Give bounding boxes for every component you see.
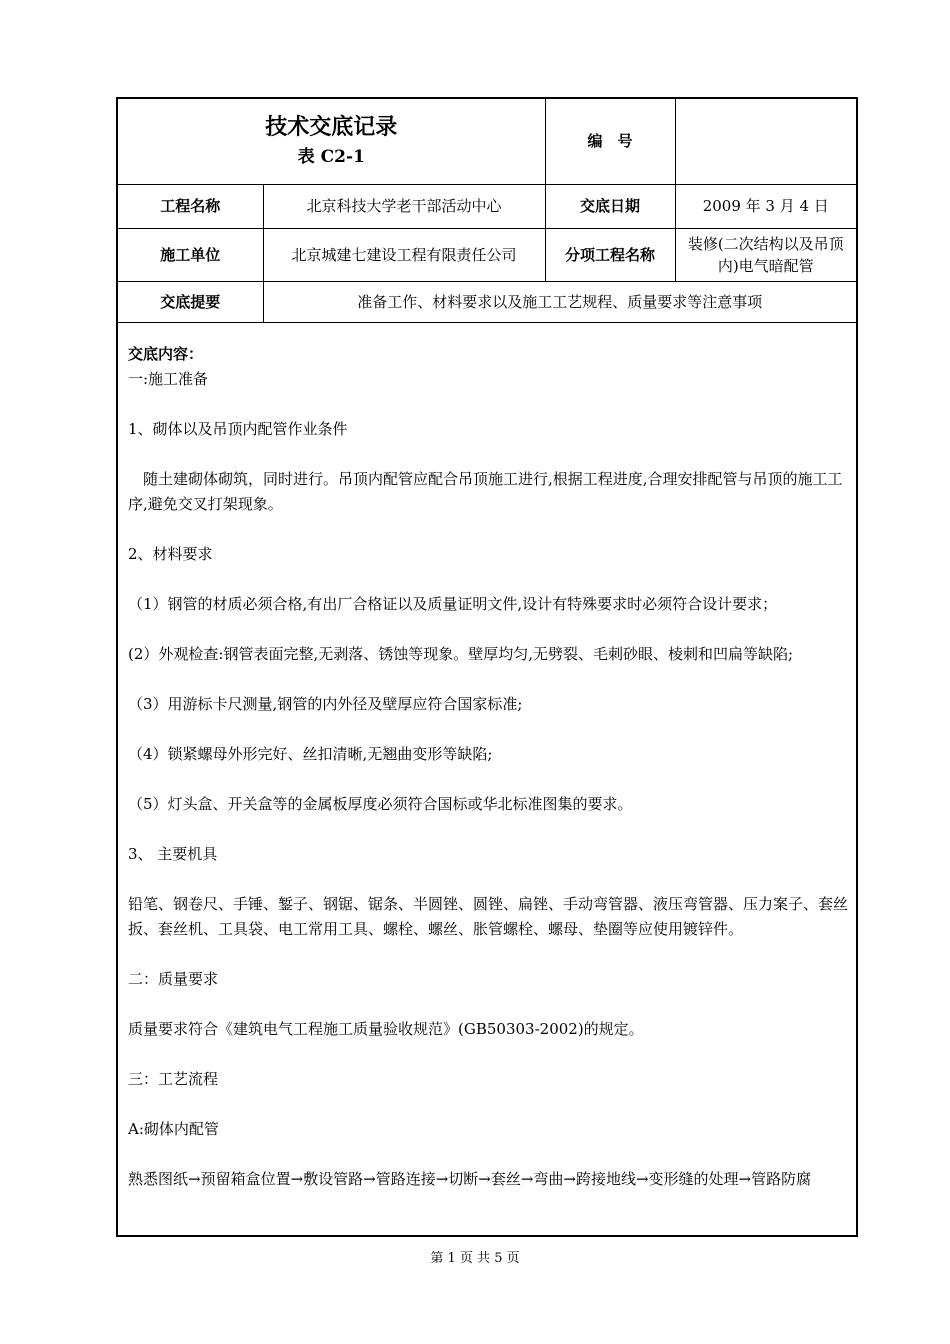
content-line: 铅笔、钢卷尺、手锤、錾子、钢锯、锯条、半圆锉、圆锉、扁锉、手动弯管器、液压弯管器、压力案子、套丝扳、套丝机、工具袋、电工常用工具、螺栓、螺丝、胀管螺栓、螺母、垫圈等应使用镀锌件。: [128, 895, 849, 938]
date-value: 2009 年 3 月 4 日: [675, 184, 856, 228]
content-line: （1）钢管的材质必须合格,有出厂合格证以及质量证明文件,设计有特殊要求时必须符合设计要求；: [128, 595, 778, 613]
spacer: [128, 767, 848, 792]
project-name-label: 工程名称: [118, 184, 263, 228]
content-line: 熟悉图纸→预留箱盒位置→敷设管路→管路连接→切断→套丝→弯曲→跨接地线→变形缝的处理→管路防腐: [128, 1170, 812, 1188]
page-footer: 第 1 页 共 5 页: [430, 1251, 520, 1266]
content-line: 质量要求符合《建筑电气工程施工质量验收规范》(GB50303-2002)的规定。: [128, 1020, 644, 1038]
number-value: [675, 99, 856, 184]
content-line: 三：工艺流程: [128, 1070, 219, 1088]
spacer: [128, 717, 848, 742]
disclosure-content: [118, 322, 856, 1235]
spacer: [128, 1042, 848, 1067]
title-cell: [118, 99, 545, 184]
spacer: [128, 517, 848, 542]
number-label: 编 号: [545, 99, 675, 184]
summary-value: 准备工作、材料要求以及施工工艺规程、质量要求等注意事项: [263, 281, 856, 322]
content-line: 1、砌体以及吊顶内配管作业条件: [128, 420, 348, 438]
spacer: [128, 992, 848, 1017]
header-table: [118, 99, 856, 323]
content-line: 一:施工准备: [128, 370, 209, 388]
content-body: [128, 367, 848, 1192]
spacer: [128, 867, 848, 892]
content-line: A:砌体内配管: [128, 1120, 219, 1138]
project-name-value: 北京科技大学老干部活动中心: [263, 184, 545, 228]
spacer: [128, 1092, 848, 1117]
content-line: 2、材料要求: [128, 545, 213, 563]
spacer: [128, 1142, 848, 1167]
spacer: [128, 942, 848, 967]
spacer: [128, 392, 848, 417]
spacer: [128, 567, 848, 592]
subitem-value: 装修(二次结构以及吊顶内)电气暗配管: [675, 228, 856, 281]
spacer: [128, 617, 848, 642]
summary-label: 交底提要: [118, 281, 263, 322]
form-subtitle: 表 C2-1: [297, 147, 365, 168]
content-line: 随土建砌体砌筑，同时进行。吊顶内配管应配合吊顶施工进行,根据工程进度,合理安排配管与吊顶的施工工序,避免交叉打架现象。: [128, 470, 843, 513]
content-line: 二：质量要求: [128, 970, 219, 988]
form-title: 技术交底记录: [265, 114, 398, 141]
content-line: 3、 主要机具: [128, 845, 218, 863]
content-line: （3）用游标卡尺测量,钢管的内外径及壁厚应符合国家标准;: [128, 695, 523, 713]
spacer: [128, 442, 848, 467]
content-line: （5）灯头盒、开关盒等的金属板厚度必须符合国标或华北标准图集的要求。: [128, 795, 633, 813]
date-label: 交底日期: [545, 184, 675, 228]
contractor-value: 北京城建七建设工程有限责任公司: [263, 228, 545, 281]
contractor-label: 施工单位: [118, 228, 263, 281]
disclosure-form: [116, 97, 858, 1237]
spacer: [128, 667, 848, 692]
content-line: （4）锁紧螺母外形完好、丝扣清晰,无翘曲变形等缺陷;: [128, 745, 493, 763]
subitem-label: 分项工程名称: [545, 228, 675, 281]
content-line: (2）外观检查:钢管表面完整,无剥落、锈蚀等现象。壁厚均匀,无劈裂、毛刺砂眼、棱刺和凹扁等缺陷;: [128, 645, 794, 663]
content-heading: 交底内容：: [128, 345, 204, 363]
spacer: [128, 817, 848, 842]
